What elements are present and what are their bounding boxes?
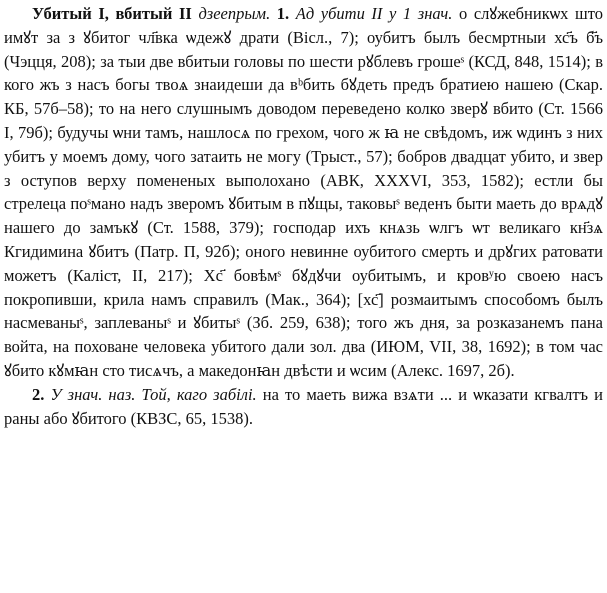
sense-1-number: 1.: [276, 4, 290, 23]
sense-1-body: о слꙋжебникѡх што имꙋт за з ꙋбитог чл҃вка ѡдежꙋ драти (Вісл., 7); оубитъ былъ бесмртныи хс҃ъ б҃ъ (Чэцця, 208); за тыи две вбитыи головы по шести рꙋблевъ грошеˢ (КСД, 848, 1514); в кого жъ з насъ богы твоѧ знаидеши да вᵇбить бꙋдеть предъ братиею нашею (Скар. КБ, 57б–58); то на него слушнымъ доводом переведено колко зверꙋ вбито (Ст. 1566 I, 79б); будучы ѡни тамъ, нашлосѧ по грехом, чого ж ꙗ не свѣдомъ, иж ѡдинъ з них убитъ у моемъ дому, чого затаить не могу (Трыст., 57); бобров двадцат убито, и звер з оступов верху помененых выполохано (АВК, XXXVI, 353, 1582); естли бы стрелеца поˢмано надъ зверомъ ꙋбитым в пꙋщы, таковыˢ веденъ быти маеть до врѧдꙋ нашего до замъкꙋ (Ст. 1588, 379); господар ихъ кнѧзь ѡлгъ ѡт великаго кн҃зѧ Кгидимина ꙋбитъ (Патр. П, 92б); оного невинне оубитого смерть и дрꙋгих ратовати можетъ (Калiст, II, 217); Хс҃ бовѣмˢ бꙋдꙋчи оубитымъ, и кровʸю своею насъ покропивши, крила намъ справилъ (Мак., 364); [хс҃] розмаитымъ способомъ былъ насмеваныˢ, заплеваныˢ и ꙋбитыˢ (Зб. 259, 638); того жъ дня, за розказанемъ пана войта, на поховане человека убитого дали зол. два (ИЮМ, VII, 38, 1692); в том час ꙋбито кꙋмꙗн сто тисѧчъ, а македонꙗн двѣсти и ѡсим (Алекс. 1697, 2б).: [4, 4, 603, 380]
sense-2-number: 2.: [32, 384, 45, 404]
sense-1-marker: Ад: [295, 4, 315, 23]
sense-1-definition: убити II у 1 знач.: [320, 4, 453, 23]
entry-paragraph-sense-2: [4, 383, 603, 431]
part-of-speech: дзеепрым.: [198, 4, 271, 23]
entry-paragraph-sense-1: [4, 2, 603, 383]
sense-2-body: на то маеть вижа взѧти ... и ѡказати кгвалтъ и раны або ꙋбитого (КВЗС, 65, 1538).: [4, 384, 604, 428]
sense-2-definition: У знач. наз. Той, каго забілі.: [50, 384, 257, 404]
headword: Убитый I, вбитый II: [32, 4, 192, 23]
